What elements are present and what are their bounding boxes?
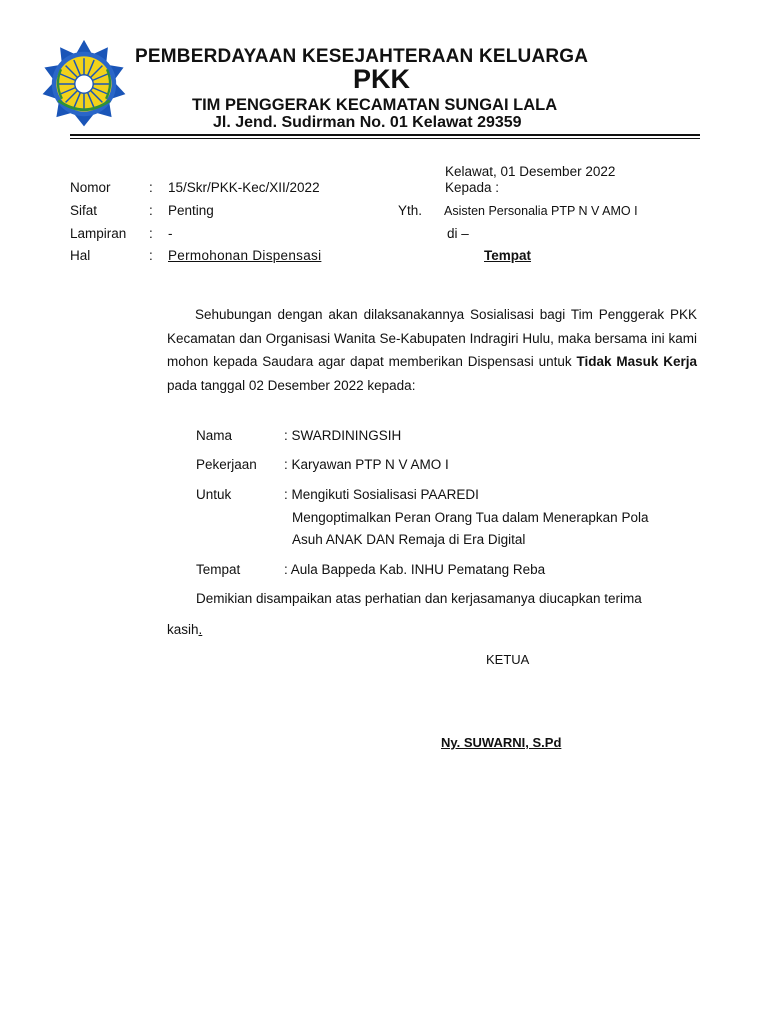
org-line: PEMBERDAYAAN KESEJAHTERAAN KELUARGA	[135, 46, 589, 67]
untuk-value: : Mengikuti Sosialisasi PAAREDI	[284, 487, 479, 502]
nomor-value: 15/Skr/PKK-Kec/XII/2022	[168, 180, 320, 195]
hal-value: Permohonan Dispensasi	[168, 248, 322, 263]
closing-kasih: kasih	[167, 622, 199, 637]
header-rule-thick	[70, 134, 700, 136]
team-line: TIM PENGGERAK KECAMATAN SUNGAI LALA	[192, 96, 558, 114]
header-rule-thin	[70, 138, 700, 139]
signature-title: KETUA	[486, 652, 530, 667]
body-text-bold: Tidak Masuk Kerja	[576, 354, 697, 369]
yth-label: Yth.	[398, 203, 423, 218]
date-line: Kelawat, 01 Desember 2022	[445, 164, 616, 179]
tempat-label: Tempat	[196, 562, 241, 577]
pekerjaan-value: : Karyawan PTP N V AMO I	[284, 457, 449, 472]
tempat-recipient: Tempat	[484, 248, 532, 263]
nomor-colon: :	[149, 180, 153, 195]
sifat-colon: :	[149, 203, 153, 218]
kepada-label: Kepada :	[445, 180, 500, 195]
untuk-line-2: Mengoptimalkan Peran Orang Tua dalam Menerapkan Pola	[292, 510, 649, 525]
body-paragraph	[167, 303, 697, 397]
body-text-a: Sehubungan dengan akan dilaksanakannya Sosialisasi bagi Tim Penggerak PKK Kecamatan dan Organisasi Wanita Se-Kabupaten Indragiri Hulu, maka bersama ini kami mohon kepada Saudara agar dapat memberikan Dispensasi untuk	[167, 307, 697, 369]
pekerjaan-label: Pekerjaan	[196, 457, 257, 472]
sifat-value: Penting	[168, 203, 214, 218]
hal-colon: :	[149, 248, 153, 263]
lampiran-colon: :	[149, 226, 153, 241]
lampiran-label: Lampiran	[70, 226, 127, 241]
nama-label: Nama	[196, 428, 233, 443]
sifat-label: Sifat	[70, 203, 98, 218]
nama-value: : SWARDININGSIH	[284, 428, 402, 443]
pkk-logo	[38, 38, 130, 130]
untuk-label: Untuk	[196, 487, 232, 502]
lampiran-value: -	[168, 226, 173, 241]
org-abbr: PKK	[353, 64, 411, 94]
closing-dot: .	[198, 622, 203, 637]
closing-line-1: Demikian disampaikan atas perhatian dan kerjasamanya diucapkan terima	[196, 591, 642, 606]
untuk-line-3: Asuh ANAK DAN Remaja di Era Digital	[292, 532, 526, 547]
recipient-name: Asisten Personalia PTP N V AMO I	[444, 204, 638, 218]
address-line: Jl. Jend. Sudirman No. 01 Kelawat 29359	[213, 114, 522, 131]
closing-line-2	[167, 622, 202, 637]
signature-name: Ny. SUWARNI, S.Pd	[441, 735, 562, 750]
nomor-label: Nomor	[70, 180, 111, 195]
hal-label: Hal	[70, 248, 91, 263]
di-label: di –	[447, 226, 469, 241]
body-text-b: pada tanggal 02 Desember 2022 kepada:	[167, 377, 416, 393]
tempat-value: : Aula Bappeda Kab. INHU Pematang Reba	[284, 562, 546, 577]
